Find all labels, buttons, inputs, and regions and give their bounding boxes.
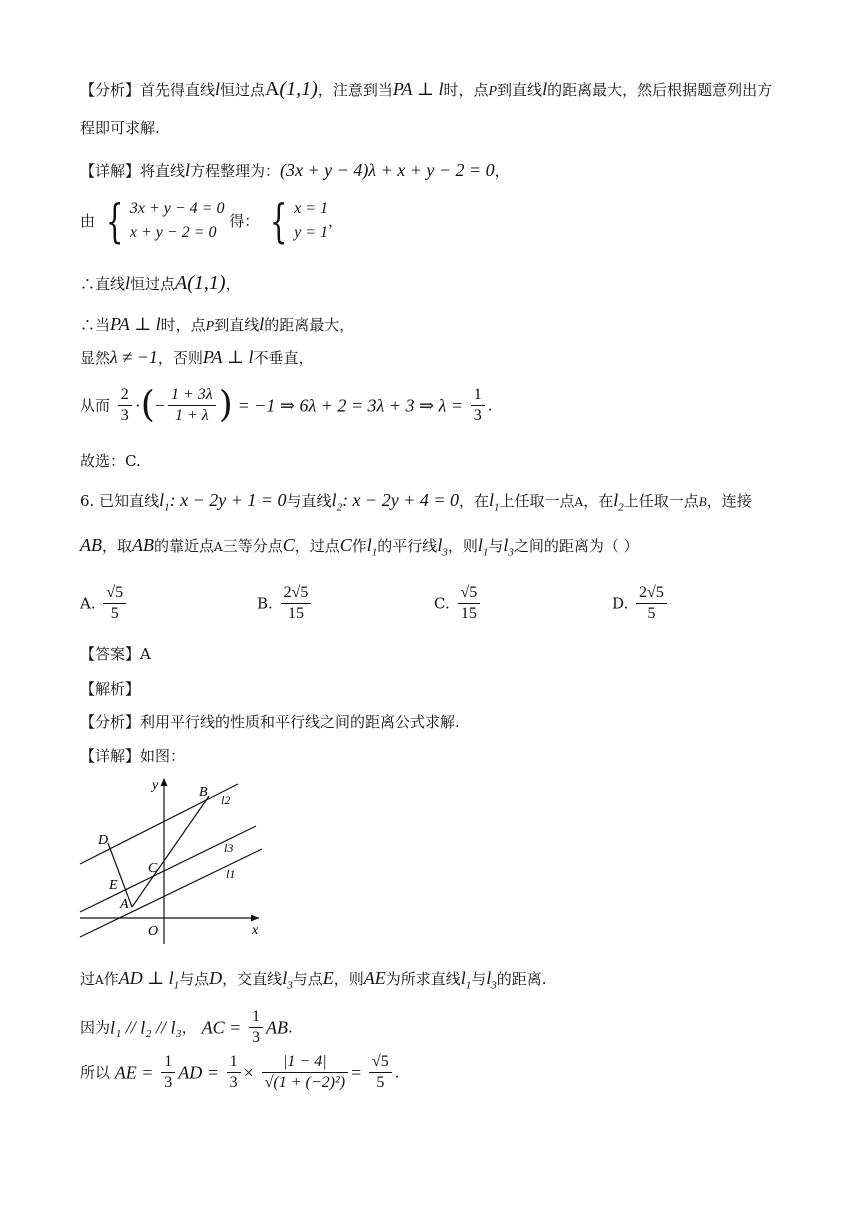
label-d: D bbox=[98, 833, 109, 848]
option-label: A. bbox=[80, 594, 96, 613]
option-d[interactable] bbox=[612, 583, 670, 624]
text: ∴当 bbox=[80, 316, 111, 334]
therefore-line-1: ∴直线l恒过点A(1,1)， bbox=[80, 272, 241, 294]
text: 时，点 bbox=[443, 81, 489, 99]
text: 得： bbox=[229, 212, 260, 230]
system-row: y = 1 bbox=[294, 224, 328, 241]
question-6-line-2: AB，取AB的靠近点A三等分点C，过点C作$l_1$的平行线$l_3$，则$l_1$与$l_3$之间的距离为（ ） bbox=[80, 535, 639, 559]
label-e: E bbox=[109, 878, 118, 893]
text: 过 bbox=[80, 970, 96, 988]
point: A(1,1) bbox=[175, 272, 226, 294]
text: 【详解】将直线 bbox=[80, 162, 186, 180]
text: 与点 bbox=[292, 970, 323, 988]
fraction: $\frac{1}{3}$ bbox=[471, 385, 485, 426]
label-a: A bbox=[120, 897, 129, 912]
system-row: 3x + y − 4 = 0 bbox=[129, 200, 225, 217]
text: 三等分点 bbox=[222, 537, 283, 555]
y-axis-arrow bbox=[161, 778, 168, 786]
fraction: $\frac{√5}{15}$ bbox=[458, 583, 481, 624]
fraction: $\frac{√5}{5}$ bbox=[369, 1052, 392, 1093]
text: 为所求直线 bbox=[385, 970, 461, 988]
option-label: C. bbox=[434, 594, 450, 613]
text: 之间的距离为（ ） bbox=[513, 537, 639, 555]
detail-label: 【详解】如图： bbox=[80, 747, 186, 765]
text: 显然 bbox=[80, 349, 111, 367]
text: ， bbox=[181, 1018, 197, 1037]
text: 的距离最大， bbox=[264, 316, 355, 334]
text: ，否则 bbox=[157, 349, 203, 367]
system-line: 由 { 3x + y − 4 = 0 x + y − 2 = 0 得： { x = 1 y = 1 ， bbox=[80, 194, 344, 248]
text: 从而 bbox=[80, 396, 111, 415]
fraction: $\frac{1}{3}$ bbox=[227, 1052, 241, 1093]
text: ，交直线 bbox=[222, 970, 283, 988]
text: 到直线 bbox=[497, 81, 543, 99]
choose-line: 故选：C. bbox=[80, 452, 141, 470]
equation: λ ≠ −1 bbox=[110, 347, 158, 367]
text: ，连接 bbox=[706, 492, 752, 510]
label-l2: l2 bbox=[221, 793, 231, 807]
conclusion-line-2: 因为l₁ // l₂ // l₃， AC = $\frac{1}{3}$ AB. bbox=[80, 1008, 293, 1046]
text: 不垂直， bbox=[253, 349, 314, 367]
label-l3: l3 bbox=[224, 841, 234, 855]
option-label: B. bbox=[257, 594, 273, 613]
text: ∴直线 bbox=[80, 275, 126, 293]
option-label: D. bbox=[612, 594, 629, 613]
text: ，则 bbox=[447, 537, 478, 555]
text: 6. 已知直线 bbox=[80, 492, 160, 510]
text: 时，点 bbox=[160, 316, 206, 334]
text: 与 bbox=[471, 970, 487, 988]
text: 的距离. bbox=[496, 970, 547, 988]
obvious-line: 显然λ ≠ −1，否则PA ⊥ l不垂直， bbox=[80, 347, 314, 367]
text: 恒过点 bbox=[220, 81, 266, 99]
therefore-line-2: ∴当PA ⊥ l时，点P到直线l的距离最大， bbox=[80, 314, 355, 334]
text: ，取 bbox=[102, 537, 133, 555]
text: 恒过点 bbox=[130, 275, 176, 293]
text: ，则 bbox=[333, 970, 364, 988]
parallel-relation: l₁ // l₂ // l₃ bbox=[110, 1017, 182, 1038]
analysis-line-1: 【分析】首先得直线l恒过点A(1,1)，注意到当PA ⊥ l时，点P到直线l的距离最大，然后根据题意列出方 bbox=[80, 78, 773, 100]
text: ，过点 bbox=[294, 537, 340, 555]
text: 所以 bbox=[80, 1063, 111, 1082]
detail-line: 【详解】将直线l方程整理为：(3x + y − 4)λ + x + y − 2 = 0， bbox=[80, 160, 510, 180]
fraction: $\frac{1}{3}$ bbox=[161, 1052, 175, 1093]
fraction: $\frac{√5}{5}$ bbox=[103, 583, 126, 624]
text: 【分析】首先得直线 bbox=[80, 81, 216, 99]
analysis-text: 【分析】利用平行线的性质和平行线之间的距离公式求解. bbox=[80, 713, 460, 731]
label-c: C bbox=[148, 861, 158, 876]
conclusion-line-1: 过A作AD ⊥ $l_1$与点D，交直线$l_3$与点E，则AE为所求直线$l_1$与$l_3$的距离. bbox=[80, 968, 547, 992]
system-row: x = 1 bbox=[294, 200, 328, 217]
text: 作 bbox=[351, 537, 367, 555]
label-o: O bbox=[148, 924, 159, 939]
question-6-line-1: 6. 已知直线$l_1$: x − 2y + 1 = 0与直线$l_2$: x − 2y + 4 = 0，在$l_1$上任取一点A，在$l_2$上任取一点B，连接 bbox=[80, 490, 752, 514]
fraction: $\frac{2}{3}$ bbox=[118, 385, 132, 426]
text: 上任取一点 bbox=[623, 492, 699, 510]
equation: : x − 2y + 4 = 0 bbox=[342, 490, 459, 510]
equation: (3x + y − 4)λ + x + y − 2 = 0 bbox=[280, 160, 495, 180]
fraction: $\frac{2√5}{15}$ bbox=[281, 583, 312, 624]
option-b[interactable] bbox=[257, 583, 314, 624]
label-b: B bbox=[199, 785, 208, 800]
text: ，注意到当 bbox=[317, 81, 393, 99]
text: 因为 bbox=[80, 1018, 111, 1037]
conclusion-line-3: 所以 AE = $\frac{1}{3}$ AD = $\frac{1}{3}$ × $\frac{|1 - 4|}{\text{√(1 + (−2)²)}}$ = $\frac{√5}{5}$ . bbox=[80, 1053, 400, 1091]
equation: = −1 ⇒ 6λ + 2 = 3λ + 3 ⇒ λ = bbox=[237, 395, 463, 416]
segment-ab bbox=[132, 796, 209, 907]
text: 与点 bbox=[179, 970, 210, 988]
text: 的平行线 bbox=[377, 537, 438, 555]
text: 到直线 bbox=[214, 316, 260, 334]
equation: : x − 2y + 1 = 0 bbox=[169, 490, 287, 510]
text: ，在 bbox=[583, 492, 614, 510]
line-l1 bbox=[80, 849, 262, 937]
text: 方程整理为： bbox=[190, 162, 281, 180]
geometry-figure bbox=[76, 772, 272, 950]
text: 作 bbox=[103, 970, 119, 988]
label-x: x bbox=[252, 923, 259, 938]
text: 与 bbox=[488, 537, 504, 555]
fraction: $\frac{1}{3}$ bbox=[249, 1007, 263, 1048]
text: 上任取一点 bbox=[499, 492, 575, 510]
label-y: y bbox=[152, 778, 159, 793]
system-row: x + y − 2 = 0 bbox=[129, 224, 217, 241]
chain-line: 从而 $\frac{2}{3}$ ·(− $\frac{1 + 3\lambda}{1 + \lambda}$ ) = −1 ⇒ 6λ + 2 = 3λ + 3 ⇒ λ = $\frac{1}{3}$ . bbox=[80, 384, 493, 426]
text: 由 bbox=[80, 212, 96, 230]
x-axis-arrow bbox=[251, 915, 259, 922]
option-c[interactable] bbox=[434, 583, 483, 624]
text: 与直线 bbox=[286, 492, 332, 510]
text: 的靠近点 bbox=[154, 537, 215, 555]
text: ，在 bbox=[458, 492, 489, 510]
analysis-label: 【解析】 bbox=[80, 680, 141, 698]
line-l2 bbox=[80, 784, 238, 864]
option-a[interactable] bbox=[80, 583, 129, 624]
text: 的距离最大，然后根据题意列出方 bbox=[547, 81, 773, 99]
label-l1: l1 bbox=[226, 867, 236, 881]
fraction: $\frac{1 + 3\lambda}{1 + \lambda}$ bbox=[168, 385, 216, 426]
analysis-line-2: 程即可求解. bbox=[80, 119, 160, 137]
answer-label: 【答案】A bbox=[80, 645, 151, 663]
distance-fraction: $\frac{|1 - 4|}{\text{√(1 + (−2)²)}}$ bbox=[262, 1052, 348, 1093]
fraction: $\frac{2√5}{5}$ bbox=[636, 583, 667, 624]
